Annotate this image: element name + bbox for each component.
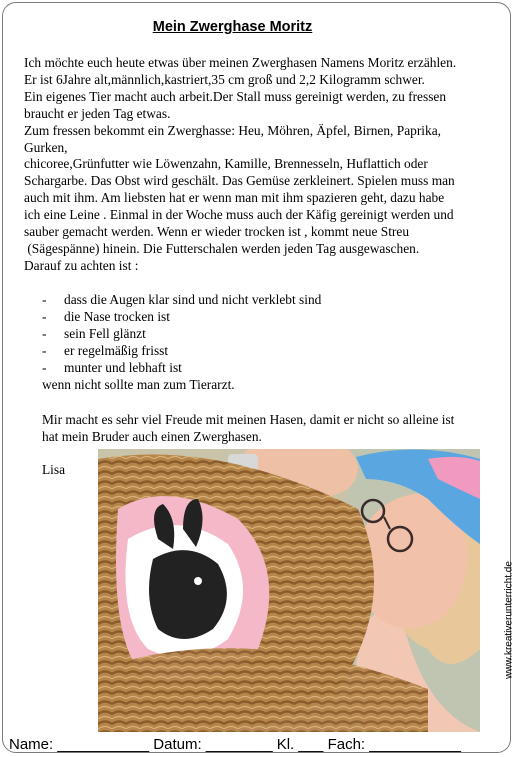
list-followup: wenn nicht sollte man zum Tierarzt.	[42, 376, 235, 392]
page-title: Mein Zwerghase Moritz	[152, 19, 313, 35]
story-paragraph	[24, 55, 510, 275]
paragraph-line: auch mit ihm. Am liebsten hat er wenn man mit ihm spazieren geht, dazu habe	[24, 190, 445, 206]
paragraph-line: (Sägespänne) hinein. Die Futterschalen werden jeden Tag ausgewaschen.	[24, 240, 420, 256]
care-checklist	[42, 292, 502, 393]
paragraph-line: Ich möchte euch heute etwas über meinen Zwerghasen Namens Moritz erzählen.	[24, 55, 457, 70]
list-item	[42, 360, 502, 377]
paragraph-line: Schargarbe. Das Obst wird geschält. Das Gemüse zerkleinert. Spielen muss man	[24, 173, 455, 189]
paragraph-line: Er ist 6Jahre alt,männlich,kastriert,35 cm groß und 2,2 Kilogramm schwer.	[24, 71, 425, 87]
list-item	[42, 292, 502, 309]
list-item-text: dass die Augen klar sind und nicht verklebt sind	[64, 292, 322, 307]
name-date-line: Name: ___________ Datum: ________ Kl. ___ Fach: ___________	[9, 736, 462, 753]
list-bullet: -	[42, 359, 47, 375]
paragraph-line: Darauf zu achten ist :	[24, 257, 139, 273]
list-item	[42, 309, 502, 326]
closing-line: Mir macht es sehr viel Freude mit meinen Hasen, damit er nicht so alleine ist	[42, 412, 455, 427]
website-credit: www.kreativerunterricht.de	[503, 561, 515, 679]
paragraph-line: Ein eigenes Tier macht auch arbeit.Der Stall muss gereinigt werden, zu fressen	[24, 88, 447, 104]
list-item-text: munter und lebhaft ist	[64, 359, 182, 375]
list-item	[42, 326, 502, 343]
paragraph-line: Zum fressen bekommt ein Zwerghasse: Heu, Möhren, Äpfel, Birnen, Paprika,	[24, 122, 441, 138]
list-bullet: -	[42, 308, 47, 324]
paragraph-line: chicoree,Grünfutter wie Löwenzahn, Kamille, Brennesseln, Huflattich oder	[24, 156, 428, 172]
paragraph-line: Gurken,	[24, 139, 68, 155]
list-bullet: -	[42, 292, 47, 307]
list-bullet: -	[42, 325, 47, 341]
list-item	[42, 343, 502, 360]
list-item-text: er regelmäßig frisst	[64, 342, 169, 358]
list-item-text: die Nase trocken ist	[64, 308, 170, 324]
list-bullet: -	[42, 342, 47, 358]
paragraph-line: sauber gemacht werden. Wenn er wieder trocken ist , kommt neue Streu	[24, 224, 410, 240]
closing-line: hat mein Bruder auch einen Zwerghasen.	[42, 428, 262, 444]
paragraph-line: ich eine Leine . Einmal in der Woche muss auch der Käfig gereinigt werden und	[24, 207, 454, 223]
paragraph-line: braucht er jeden Tag etwas.	[24, 105, 171, 121]
author-signature: Lisa	[42, 462, 66, 477]
list-item-text: sein Fell glänzt	[64, 325, 146, 341]
closing-paragraph	[42, 412, 507, 446]
girl-with-rabbit-photo	[98, 449, 480, 732]
photo-illustration	[98, 449, 480, 732]
